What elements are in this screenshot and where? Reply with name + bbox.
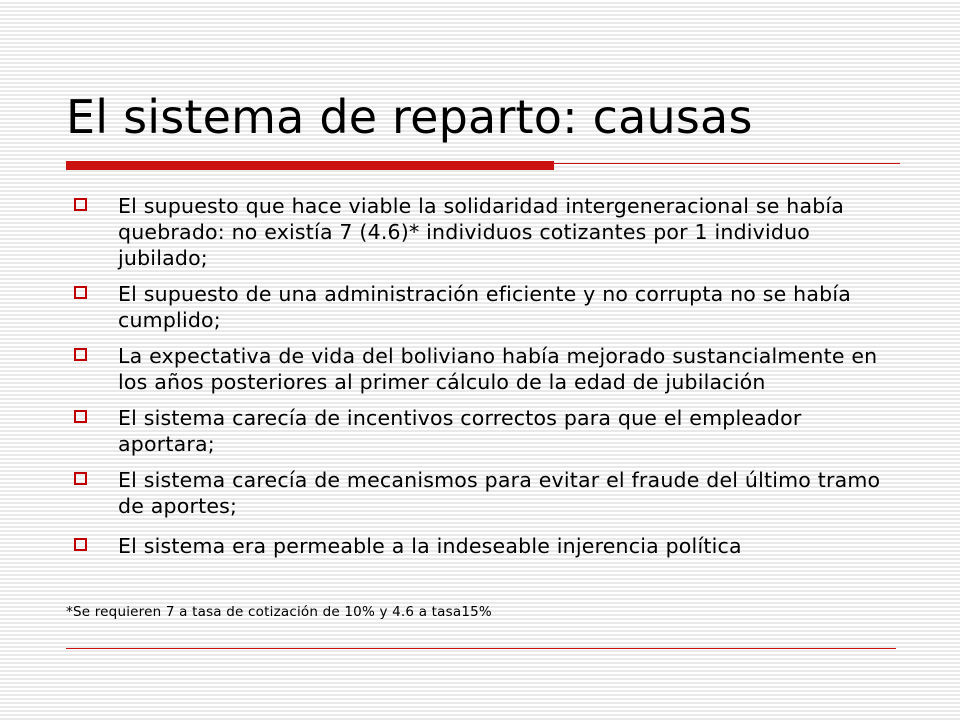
square-bullet-icon [74,472,87,485]
bullet-text: El supuesto de una administración eficiente y no corrupta no se había cumplido; [118,282,851,332]
square-bullet-icon [74,198,87,211]
bullet-text: La expectativa de vida del boliviano había mejorado sustancialmente en los años posteriores al primer cálculo de la edad de jubilación [118,344,878,394]
bullet-item [70,193,890,271]
bullet-list [70,193,890,569]
square-bullet-icon [74,410,87,423]
footnote: *Se requieren 7 a tasa de cotización de 10% y 4.6 a tasa15% [66,604,492,620]
bullet-item [70,533,890,559]
bullet-item [70,281,890,333]
bullet-text: El sistema era permeable a la indeseable injerencia política [118,534,742,558]
square-bullet-icon [74,348,87,361]
bullet-item [70,405,890,457]
square-bullet-icon [74,286,87,299]
slide-title: El sistema de reparto: causas [66,90,753,144]
bullet-item [70,467,890,519]
bullet-text: El sistema carecía de mecanismos para evitar el fraude del último tramo de aportes; [118,468,881,518]
square-bullet-icon [74,538,87,551]
bullet-text: El supuesto que hace viable la solidaridad intergeneracional se había quebrado: no existía 7 (4.6)* individuos cotizantes por 1 individuo jubilado; [118,194,845,270]
title-underline-bar [66,161,554,170]
bullet-text: El sistema carecía de incentivos correctos para que el empleador aportara; [118,406,802,456]
bullet-item [70,343,890,395]
title-underline-line [554,163,900,164]
footer-divider [66,648,896,649]
